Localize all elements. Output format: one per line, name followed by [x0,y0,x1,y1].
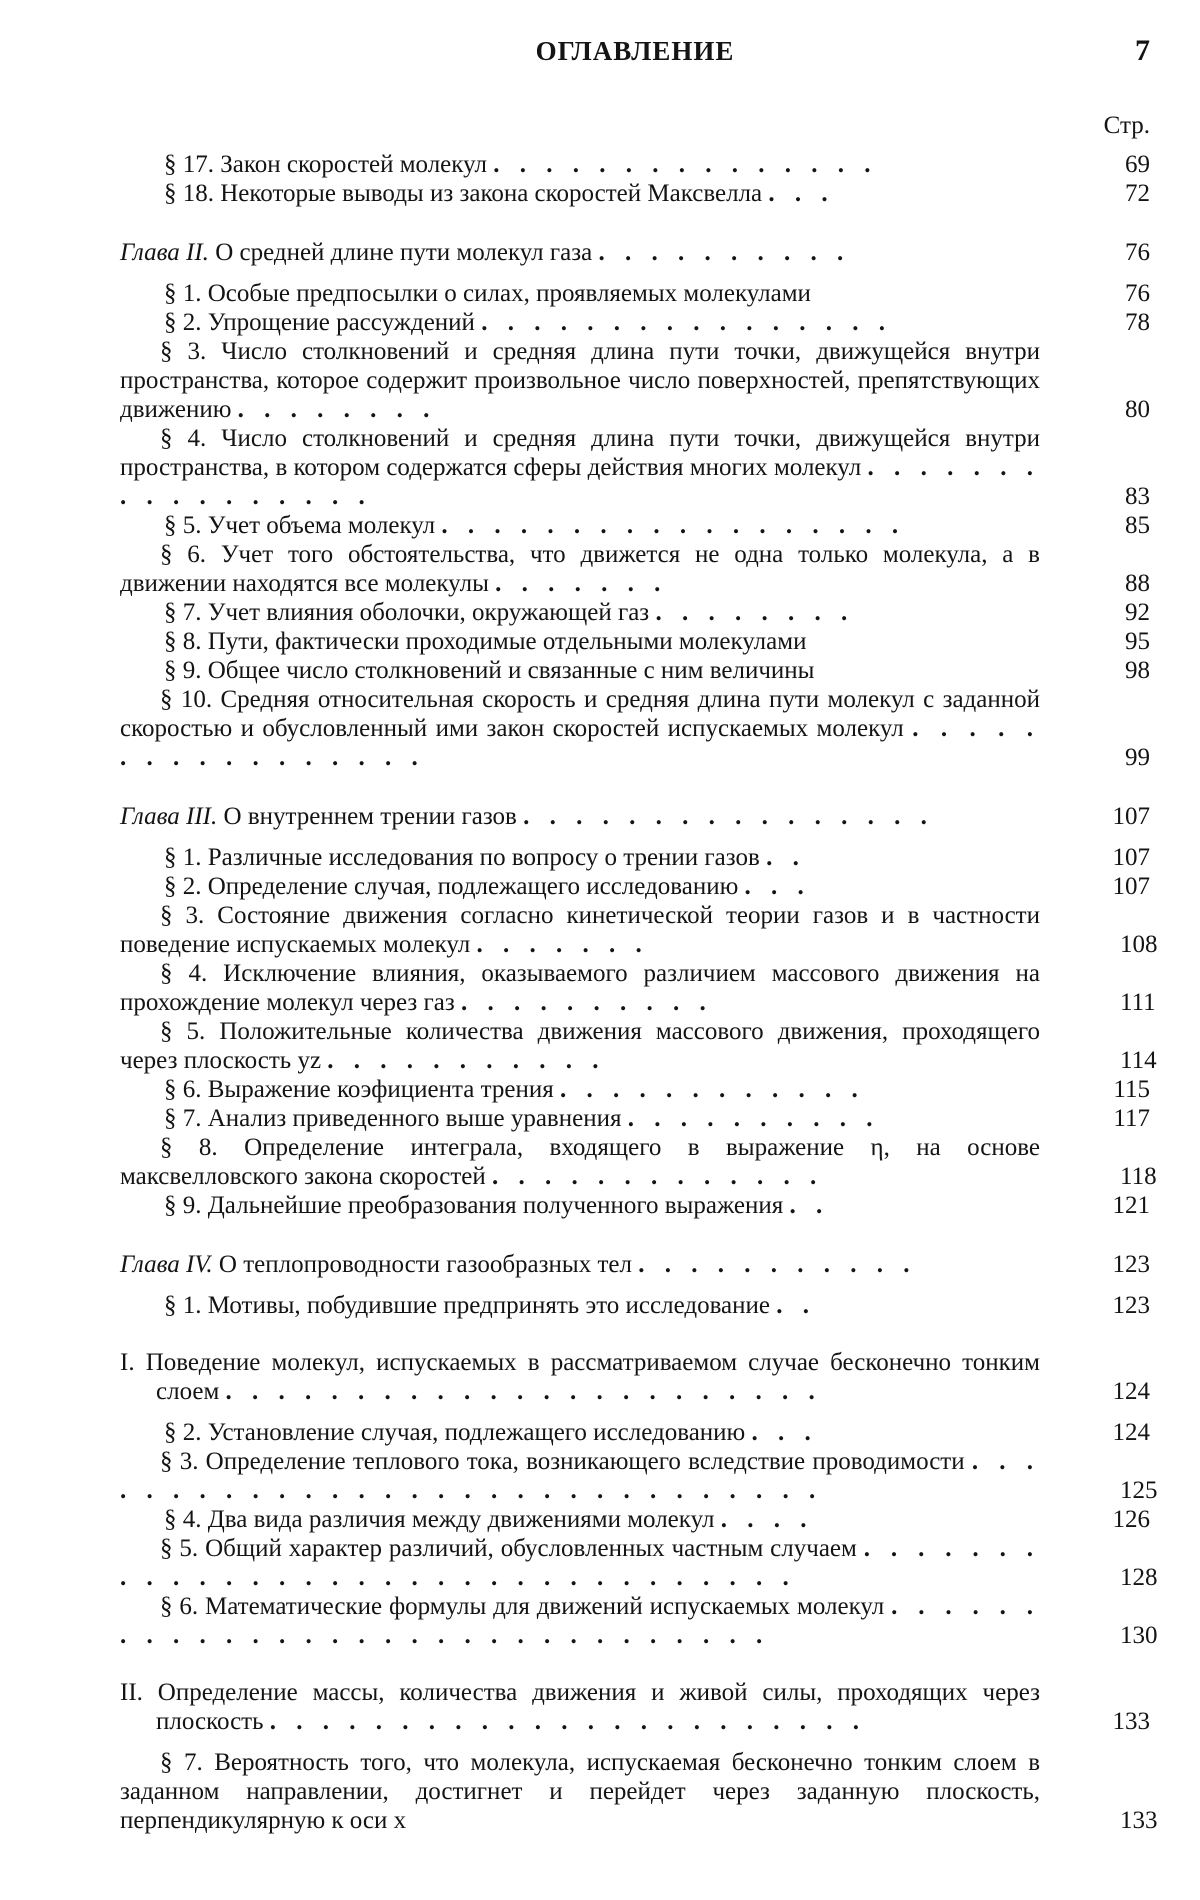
toc-section-entry [120,627,1150,656]
entry-page-number: 107 [1112,873,1150,900]
entry-title: § 6. Учет того обстоятельства, что движется не одна только молекула, а в движении находятся все молекулы [120,541,1040,597]
toc-part-entry [120,1348,1150,1406]
toc-section-entry [120,959,1156,1017]
entry-title: § 4. Два вида различия между движениями молекул [164,1506,715,1533]
entry-page-number: 78 [1125,309,1150,336]
entry-page-number: 107 [1112,803,1150,830]
entry-page-number: 99 [1125,744,1150,771]
toc-section-entry [120,843,1150,872]
entry-title: § 9. Дальнейшие преобразования полученного выражения [164,1192,784,1219]
dot-leader: . . . . . . . . . . . . . . . . . [120,715,1040,771]
entry-title: § 1. Различные исследования по вопросу о трении газов [164,844,760,871]
dot-leader: . . . . . . . [476,931,649,958]
entry-page-number: 118 [1120,1163,1157,1190]
entry-title: § 7. Анализ приведенного выше уравнения [164,1105,622,1132]
entry-title: § 6. Математические формулы для движений испускаемых молекул [160,1593,885,1620]
toc-chapter-entry [120,238,1150,267]
toc-section-entry [120,150,1150,179]
dot-leader: . . [789,1192,830,1219]
toc-section-entry [120,179,1150,208]
entry-page-number: 107 [1112,844,1150,871]
toc-section-entry [120,1505,1150,1534]
entry-title: § 2. Установление случая, подлежащего исследованию [164,1419,746,1446]
entry-page-number: 92 [1125,599,1150,626]
dot-leader: . . . . . . . . . . [598,239,851,266]
dot-leader: . . . . . . . . . . [461,989,713,1016]
toc-section-entry [120,1017,1157,1075]
dot-leader: . . . . . . . . . . . . . . . . [523,803,934,830]
entry-page-number: 124 [1112,1419,1150,1446]
entry-title: I. Поведение молекул, испускаемых в рассматриваемом случае бесконечно тонким слоем [120,1349,1040,1405]
dot-leader: . . . . . . . . . . . . . [492,1163,824,1190]
table-of-contents [120,150,1158,1835]
toc-section-entry [120,656,1150,685]
entry-title: § 8. Определение интеграла, входящего в выражение η, на основе максвелловского закона скоростей [120,1134,1040,1190]
chapter-label: Глава IV. [120,1251,213,1278]
entry-title: § 17. Закон скоростей молекул [164,151,487,178]
toc-section-entry [120,1592,1158,1650]
toc-section-entry [120,511,1150,540]
entry-page-number: 128 [1120,1564,1158,1591]
page-header [120,36,1150,76]
entry-page-number: 76 [1125,239,1150,266]
entry-page-number: 111 [1120,989,1156,1016]
dot-leader: . . . . . . . . . . . . . . . . . . . . . . . [225,1378,822,1405]
page-column-label: Стр. [1103,112,1150,139]
entry-page-number: 133 [1112,1708,1150,1735]
dot-leader: . . . . [720,1506,814,1533]
entry-page-number: 124 [1112,1378,1150,1405]
entry-title: О теплопроводности газообразных тел [218,1251,632,1278]
toc-section-entry [120,1291,1150,1320]
entry-title: II. Определение массы, количества движения и живой силы, проходящих через плоскость [120,1679,1040,1735]
entry-title: § 10. Средняя относительная скорость и средняя длина пути молекул с заданной скоростью и обусловленный ими закон скоростей испускаемых молекул [120,686,1040,742]
dot-leader: . . . . . . . . . . . . . . . . . . . . . . . . . . . . . . . . . [120,1535,1041,1591]
dot-leader: . . . . . . . . . . . . . . . . . . . . . . . . . . . . . . [120,1448,1041,1504]
chapter-label: Глава III. [120,803,218,830]
dot-leader: . . . [744,873,811,900]
entry-page-number: 123 [1112,1292,1150,1319]
dot-leader: . . . . . . . [495,570,668,597]
dot-leader: . . . . . . . . . . [627,1105,880,1132]
entry-page-number: 121 [1112,1192,1150,1219]
toc-section-entry [120,1534,1158,1592]
toc-section-entry [120,279,1150,308]
entry-page-number: 98 [1125,657,1150,684]
toc-section-entry [120,1104,1150,1133]
dot-leader: . . . . . . . . . . . . . . . . . [120,454,1040,510]
entry-page-number: 83 [1125,483,1150,510]
entry-page-number: 85 [1125,512,1150,539]
entry-title: О средней длине пути молекул газа [215,239,593,266]
dot-leader: . . . [768,180,835,207]
toc-section-entry [120,1447,1158,1505]
entry-page-number: 72 [1125,180,1150,207]
entry-title: О внутреннем трении газов [223,803,517,830]
entry-page-number: 133 [1120,1807,1158,1834]
dot-leader: . . . . . . . . . . . [638,1251,917,1278]
entry-page-number: 125 [1120,1477,1158,1504]
entry-page-number: 108 [1120,931,1158,958]
toc-chapter-entry [120,1250,1150,1279]
entry-page-number: 115 [1113,1076,1150,1103]
dot-leader: . . [776,1292,816,1319]
entry-page-number: 80 [1125,396,1150,423]
entry-title: § 6. Выражение коэфициента трения [164,1076,554,1103]
toc-section-entry [120,540,1150,598]
entry-title: § 5. Общий характер различий, обусловленных частным случаем [160,1535,857,1562]
entry-title: § 4. Исключение влияния, оказываемого различием массового движения на прохождение молекул через газ [120,960,1040,1016]
dot-leader: . . . . . . . . [237,396,437,423]
toc-section-entry [120,1418,1150,1447]
toc-section-entry [120,685,1150,772]
entry-title: § 3. Состояние движения согласно кинетической теории газов и в частности поведение испускаемых молекул [120,902,1040,958]
dot-leader: . . . . . . . . . . . . . . . [493,151,878,178]
entry-page-number: 130 [1120,1622,1158,1649]
toc-section-entry [120,424,1150,511]
toc-section-entry [120,1133,1157,1191]
entry-title: § 5. Учет объема молекул [164,512,436,539]
dot-leader: . . . [751,1419,818,1446]
entry-title: § 7. Вероятность того, что молекула, испускаемая бесконечно тонким слоем в заданном направлении, достигнет и перейдет через заданную плоскость, перпендикулярную к оси x [120,1749,1040,1834]
toc-section-entry [120,1191,1150,1220]
entry-page-number: 69 [1125,151,1150,178]
entry-title: § 1. Особые предпосылки о силах, проявляемых молекулами [164,280,811,307]
entry-title: § 3. Определение теплового тока, возникающего вследствие проводимости [160,1448,965,1475]
entry-title: § 5. Положительные количества движения массового движения, проходящего через плоскость yz [120,1018,1040,1074]
entry-page-number: 114 [1120,1047,1157,1074]
toc-part-entry [120,1678,1150,1736]
entry-page-number: 123 [1112,1251,1150,1278]
entry-page-number: 126 [1112,1506,1150,1533]
dot-leader: . . . . . . . . . . . . . . . . [481,309,892,336]
toc-section-entry [120,337,1150,424]
dot-leader: . . . . . . . . . . . . . . . . . . . . . . . [269,1708,866,1735]
entry-page-number: 117 [1113,1105,1150,1132]
dot-leader: . . . . . . . . . . . [327,1047,606,1074]
entry-title: § 2. Упрощение рассуждений [164,309,475,336]
entry-title: § 18. Некоторые выводы из закона скоростей Максвелла [164,180,763,207]
entry-page-number: 95 [1125,628,1150,655]
entry-title: § 3. Число столкновений и средняя длина пути точки, движущейся внутри пространства, которое содержит произвольное число поверхностей, препятствующих движению [120,338,1040,423]
toc-chapter-entry [120,802,1150,831]
dot-leader: . . . . . . . . . . . . . . . . . . [441,512,906,539]
toc-section-entry [120,1748,1158,1835]
entry-title: § 2. Определение случая, подлежащего исследованию [164,873,739,900]
dot-leader: . . . . . . . . . . . . [559,1076,865,1103]
entry-title: § 9. Общее число столкновений и связанные с ним величины [164,657,815,684]
page-number: 7 [1135,34,1150,67]
toc-section-entry [120,598,1150,627]
running-title: ОГЛАВЛЕНИЕ [535,36,735,66]
entry-page-number: 76 [1125,280,1150,307]
entry-title: § 8. Пути, фактически проходимые отдельными молекулами [164,628,807,655]
toc-section-entry [120,1075,1150,1104]
entry-page-number: 88 [1125,570,1150,597]
chapter-label: Глава II. [120,239,209,266]
toc-section-entry [120,308,1150,337]
dot-leader: . . [766,844,806,871]
toc-section-entry [120,901,1158,959]
entry-title: § 7. Учет влияния оболочки, окружающей газ [164,599,650,626]
dot-leader: . . . . . . . . [655,599,855,626]
toc-section-entry [120,872,1150,901]
entry-title: § 1. Мотивы, побудившие предпринять это исследование [164,1292,770,1319]
entry-title: § 4. Число столкновений и средняя длина пути точки, движущейся внутри пространства, в котором содержатся сферы действия многих молекул [120,425,1040,481]
dot-leader: . . . . . . . . . . . . . . . . . . . . . . . . . . . . . . . [120,1593,1041,1649]
